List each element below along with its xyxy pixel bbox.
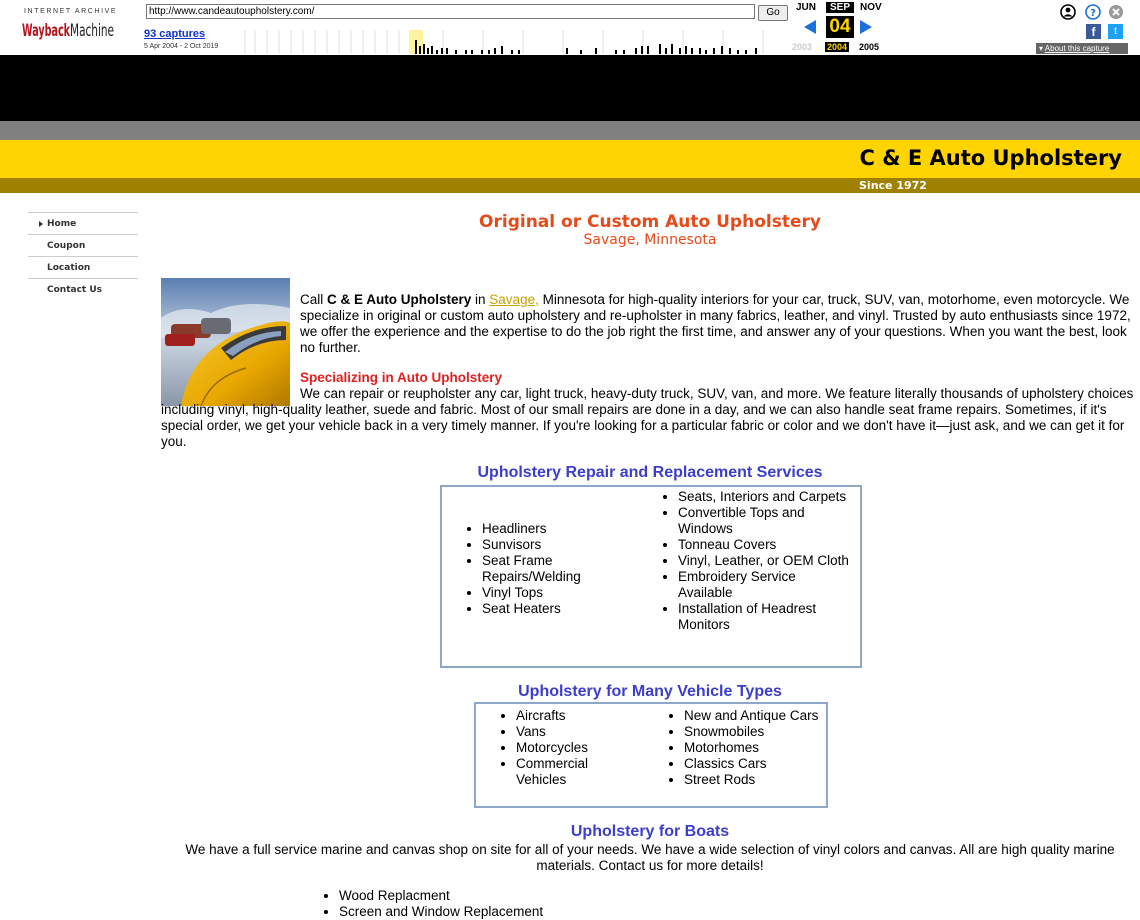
list-item: • Sunvisors	[482, 537, 642, 553]
go-button[interactable]: Go	[758, 5, 788, 21]
services-list-left	[462, 521, 642, 617]
svg-text:Wayback: Wayback	[22, 21, 71, 41]
services-box	[440, 485, 862, 668]
intro-paragraph	[300, 292, 1136, 356]
help-icon[interactable]	[1085, 4, 1101, 20]
business-name: C & E Auto Upholstery	[327, 292, 472, 307]
boats-list	[339, 888, 543, 920]
month-current: SEP	[826, 2, 854, 13]
list-item: • Aircrafts	[516, 708, 646, 724]
nav-item-label: Contact Us	[47, 285, 103, 295]
list-item: • Convertible Tops and Windows	[678, 505, 828, 537]
list-item: • Installation of Headrest Monitors	[678, 601, 838, 633]
nav-item-home[interactable]	[28, 212, 138, 233]
month-prev[interactable]: JUN	[796, 2, 817, 13]
list-item: • Commercial Vehicles	[516, 756, 596, 788]
vehicles-list-left	[496, 708, 646, 788]
site-tagline: Since 1972	[859, 179, 927, 192]
header-grey-band	[0, 121, 1140, 140]
sidebar-nav	[28, 212, 138, 300]
prev-capture-arrow-icon[interactable]	[804, 20, 816, 34]
wayback-logo-caption: INTERNET ARCHIVE	[24, 8, 118, 15]
next-capture-arrow-icon[interactable]	[860, 20, 872, 34]
intro-rest: Minnesota for high-quality interiors for your car, truck, SUV, van, motorhome, even motorcycle. We specialize in original or custom auto upholstery and re-upholster in many fabrics, leather, and vinyl. Trusted by auto enthusiasts since 1972, we offer the experience and the expertise to do the job right the first time, and answer any of your questions. When you want the best, look no further.	[300, 292, 1131, 355]
services-heading: Upholstery Repair and Replacement Services	[477, 464, 823, 481]
list-item: • Headliners	[482, 521, 642, 537]
page-title: Original or Custom Auto Upholstery	[479, 212, 821, 232]
services-list-right	[658, 489, 878, 633]
wayback-toolbar	[0, 0, 1140, 58]
boats-heading: Upholstery for Boats	[570, 823, 730, 840]
header-black-band	[0, 58, 1140, 121]
nav-item-contact-us[interactable]	[28, 278, 138, 299]
month-next[interactable]: NOV	[860, 2, 882, 13]
vehicles-box	[474, 702, 828, 808]
list-item: • Vinyl Tops	[482, 585, 642, 601]
list-item: • Motorcycles	[516, 740, 646, 756]
capture-date-range: 5 Apr 2004 - 2 Oct 2019	[144, 43, 219, 50]
savage-link[interactable]: Savage,	[489, 292, 539, 307]
about-capture-label: About this capture	[1044, 44, 1110, 53]
page-subtitle: Savage, Minnesota	[583, 232, 717, 248]
list-item: • Screen and Window Replacement	[339, 904, 543, 920]
list-item: • New and Antique Cars	[684, 708, 850, 724]
list-item: • Street Rods	[684, 772, 850, 788]
list-item: • Seats, Interiors and Carpets	[678, 489, 878, 505]
about-capture-button[interactable]: ▾ About this capture	[1036, 43, 1128, 54]
vehicles-heading: Upholstery for Many Vehicle Types	[518, 683, 782, 700]
user-icon[interactable]	[1060, 4, 1076, 20]
svg-text:Machine: Machine	[70, 21, 114, 41]
nav-item-coupon[interactable]	[28, 234, 138, 255]
list-item: • Tonneau Covers	[678, 537, 878, 553]
nav-item-label: Home	[47, 219, 77, 229]
year-current: 2004	[827, 42, 848, 52]
specializing-heading: Specializing in Auto Upholstery	[300, 370, 503, 385]
capture-day: 04	[826, 16, 854, 38]
close-icon[interactable]	[1108, 4, 1124, 20]
capture-sparkline[interactable]	[243, 26, 787, 54]
header-gold-band	[0, 178, 1140, 193]
facebook-icon[interactable]: f	[1086, 24, 1101, 39]
list-item: • Embroidery Service Available	[678, 569, 818, 601]
svg-text:?: ?	[1090, 8, 1096, 19]
nav-item-label: Location	[47, 263, 91, 273]
list-item: • Vans	[516, 724, 646, 740]
specializing-paragraph: We can repair or reupholster any car, light truck, heavy-duty truck, SUV, van, and more. We feature literally thousands of upholstery choices including vinyl, high-quality leather, suede and fabric. Most of our small repairs are done in a day, and we can also handle seat frame repairs. Sometimes, if it's special order, we get your vehicle back in a very timely manner. If you're looking for a particular fabric or color and we don't have it—just ask, and we can get it for you.	[161, 386, 1134, 449]
url-input[interactable]: http://www.candeautoupholstery.com/	[146, 4, 755, 19]
list-item: • Vinyl, Leather, or OEM Cloth	[678, 553, 878, 569]
intro-call: Call	[300, 292, 328, 307]
year-prev[interactable]: 2003	[792, 42, 813, 52]
list-item: • Seat Heaters	[482, 601, 642, 617]
site-title: C & E Auto Upholstery	[859, 146, 1122, 170]
list-item: • Seat Frame Repairs/Welding	[482, 553, 642, 585]
nav-item-location[interactable]	[28, 256, 138, 277]
list-item: • Motorhomes	[684, 740, 850, 756]
arrow-right-icon	[39, 221, 43, 227]
vehicles-list-right	[664, 708, 850, 788]
list-item: • Classics Cars	[684, 756, 850, 772]
list-item: • Wood Replacment	[339, 888, 543, 904]
wayback-logo[interactable]	[22, 15, 114, 41]
year-next[interactable]: 2005	[859, 42, 880, 52]
boats-paragraph: We have a full service marine and canvas shop on site for all of your needs. We have a wide selection of vinyl colors and canvas. All are high quality marine materials. Contact us for more details!	[185, 842, 1115, 873]
list-item: • Snowmobiles	[684, 724, 850, 740]
nav-item-label: Coupon	[47, 241, 86, 251]
intro-in: in	[471, 292, 490, 307]
twitter-icon[interactable]: t	[1108, 24, 1123, 39]
captures-link[interactable]: 93 captures	[144, 28, 206, 40]
